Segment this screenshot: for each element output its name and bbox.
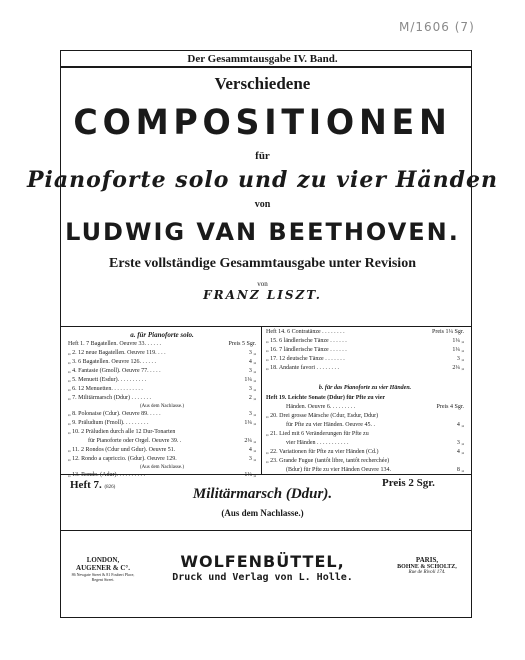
list-item: Heft 1. 7 Bagatellen. Oeuvre 33. . . . . . Preis 5 Sgr. [68, 341, 256, 347]
list-item: „ 5. Menuett (Esdur). . . . . . . . . . 1¼ „ [68, 377, 256, 383]
list-item: „ 12. Rondo a capriccio. (Gdur). Oeuvre 129. 3 „ [68, 456, 256, 462]
list-item: „ 8. Polonaise (Cdur). Oeuvre 89. . . . . 3 „ [68, 411, 256, 417]
list-item: „ 22. Variationen für Pfte zu vier Händen (Cd.) 4 „ [266, 449, 464, 455]
london-firm: AUGENER & C°. [76, 564, 130, 572]
list-item: „ 4. Fantasie (Gmoll). Oeuvre 77. . . . . 3 „ [68, 368, 256, 374]
list-item: „ 17. 12 deutsche Tänze . . . . . . . 3 „ [266, 356, 464, 362]
catalog-left-column [68, 330, 256, 480]
list-item: „ 3. 6 Bagatellen. Oeuvre 126. . . . . . 4 „ [68, 359, 256, 365]
title-main: COMPOSITIONEN [73, 103, 452, 143]
list-item: „ 21. Lied mit 6 Veränderungen für Pfte zu [266, 431, 369, 437]
list-item: „ 15. 6 ländlerische Tänze . . . . . . 1¼ „ [266, 338, 464, 344]
header-rule [60, 66, 471, 68]
issue-number-label: Heft 7. [70, 479, 102, 491]
editor: FRANZ LISZT. [203, 288, 322, 302]
london-address: 86 Newgate Street & 81 Foubert Place, [71, 572, 135, 577]
paris-city: PARIS, [415, 556, 439, 564]
catalog-divider [261, 326, 262, 474]
list-item: „ 13. Rondo. (Adur). . . . . . . . . . 1¼ „ [68, 472, 256, 478]
publisher-city: WOLFENBÜTTEL, [180, 552, 345, 571]
list-item-note: (Aus dem Nachlasse.) [139, 465, 184, 470]
paris-address: Rue de Rivoli 174. [408, 570, 446, 575]
list-item: „ 20. Drei grosse Märsche (Cdur, Esdur, Ddur) [266, 413, 379, 419]
list-item: Heft 14. 6 Contratänze . . . . . . . . Preis 1¼ Sgr. [266, 329, 464, 335]
volume-header: Der Gesammtausgabe IV. Band. [187, 53, 338, 65]
list-item: Heft 19. Leichte Sonate (Ddur) für Pfte zu vier [266, 395, 386, 401]
edition-line: Erste vollständige Gesammtausgabe unter Revision [109, 256, 416, 271]
list-item: „ 9. Präludium (Fmoll). . . . . . . . . 1¼ „ [68, 420, 256, 426]
catalog-note: M/1606 (7) [399, 20, 475, 34]
list-item: „ 16. 7 ländlerische Tänze . . . . . . 1¼ „ [266, 347, 464, 353]
issue-note: (Aus dem Nachlasse.) [221, 508, 304, 518]
list-item: für Pianoforte oder Orgel. Oeuvre 39. . 2¼ „ [88, 438, 256, 444]
list-item: „ 18. Andante favori . . . . . . . . 2¼ „ [266, 365, 464, 371]
list-item: „ 7. Militärmarsch (Ddur) . . . . . . . 2 „ [68, 395, 256, 401]
list-item: Händen. Oeuvre 6. . . . . . . . . Preis 4 Sgr. [286, 404, 464, 410]
von-line: von [254, 199, 271, 210]
composer: LUDWIG VAN BEETHOVEN. [65, 218, 460, 246]
list-item: „ 2. 12 neue Bagatellen. Oeuvre 119. . . . 3 „ [68, 350, 256, 356]
title-small: Verschiedene [214, 74, 311, 93]
catalog-rule-top [60, 326, 471, 327]
london-address-2: Regent Street. [91, 577, 115, 582]
london-city: LONDON, [86, 556, 120, 564]
section-b-heading: b. für das Pianoforte zu vier Händen. [318, 385, 412, 391]
list-item: „ 23. Grande Fugue (tantôt libre, tantôt recherchée) [266, 458, 390, 464]
catalog-right-column [266, 328, 464, 475]
list-item: (Bdur) für Pfte zu vier Händen Oeuvre 134. 8 „ [286, 467, 464, 473]
fur-line: für [255, 150, 270, 162]
list-item: für Pfte zu vier Händen. Oeuvre 45. . 4 „ [286, 422, 464, 428]
issue-plate-number: (826) [104, 485, 116, 490]
list-item-note: (Aus dem Nachlasse.) [139, 404, 184, 409]
list-item: „ 10. 2 Präludien durch alle 12 Dur-Tonarten [68, 429, 176, 435]
publisher-rule [60, 530, 471, 531]
list-item: vier Händen . . . . . . . . . . . 3 „ [286, 440, 464, 446]
issue-title: Militärmarsch (Ddur). [192, 486, 333, 502]
publisher-line: Druck und Verlag von L. Holle. [172, 572, 353, 583]
issue-price: Preis 2 Sgr. [382, 477, 435, 489]
publisher-paris [388, 556, 466, 575]
section-a-heading: a. für Pianoforte solo. [130, 331, 194, 339]
von-line-2: von [257, 280, 268, 288]
list-item: „ 6. 12 Menuetten. . . . . . . . . . . 3 „ [68, 386, 256, 392]
list-item: „ 11. 2 Rondos (Cdur und Gdur). Oeuvre 51. 4 „ [68, 447, 256, 453]
paris-firm: BOHNE & SCHOLTZ, [397, 564, 457, 570]
subtitle: Pianoforte solo und zu vier Händen [26, 167, 499, 193]
